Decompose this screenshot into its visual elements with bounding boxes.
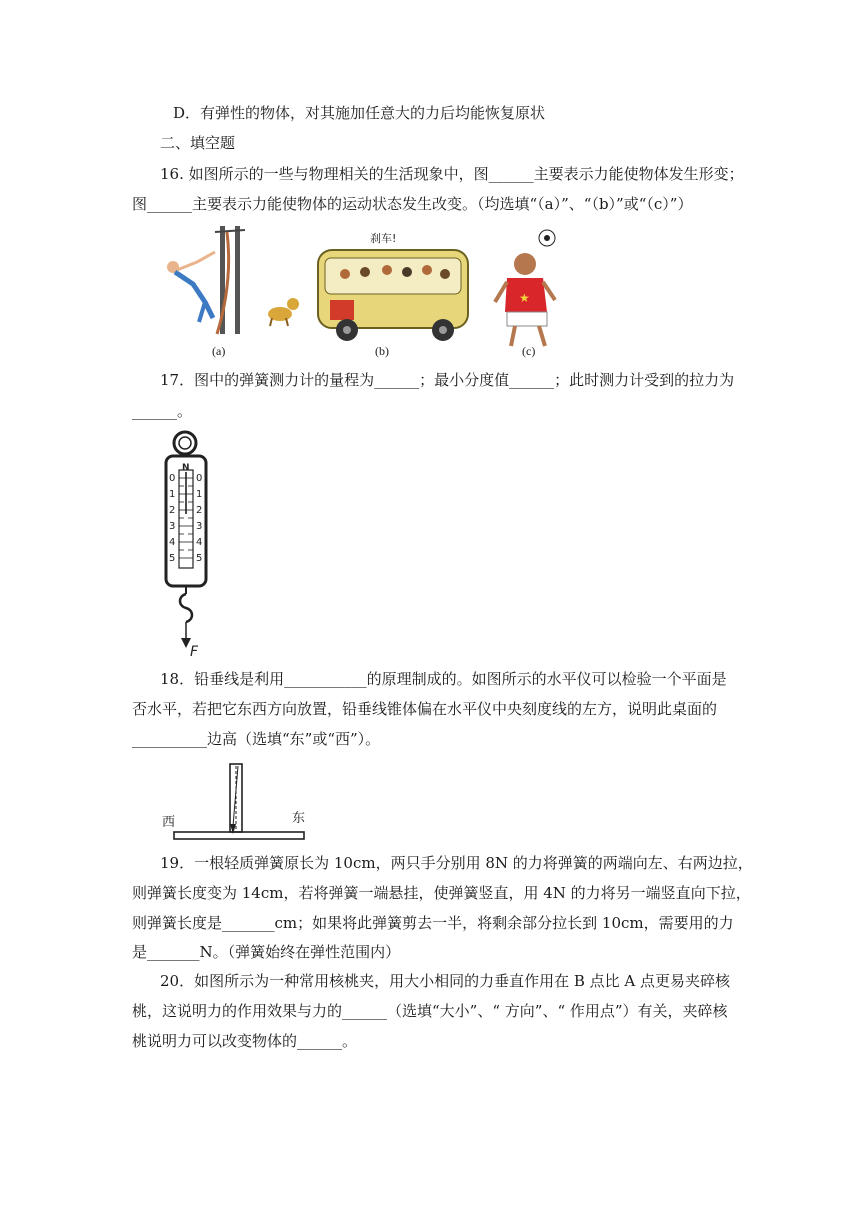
- section-title: 二、填空题: [160, 134, 236, 152]
- scale-right-5: 5: [196, 553, 203, 564]
- caption-a: (a): [212, 344, 226, 358]
- east-label: 东: [292, 811, 306, 826]
- scale-right-3: 3: [196, 521, 203, 532]
- unit-label: N: [182, 463, 190, 473]
- pole-vault-image: [167, 226, 245, 334]
- q19-line3: 则弹簧长度是_______cm；如果将此弹簧剪去一半，将剩余部分拉长到 10cm，需要用的力: [132, 914, 734, 932]
- q19-line4: 是_______N。（弹簧始终在弹性范围内）: [132, 943, 401, 961]
- scale-left-2: 2: [169, 505, 176, 516]
- dog-image: [268, 298, 299, 326]
- q18-line3: __________边高（选填“东”或“西”）。: [132, 730, 381, 748]
- footballer-image: [495, 230, 555, 346]
- scale-right-4: 4: [196, 537, 203, 548]
- q17-line2: ______。: [132, 402, 193, 420]
- scale-right-2: 2: [196, 505, 203, 516]
- hook-icon: [180, 594, 192, 622]
- scale-left-3: 3: [169, 521, 176, 532]
- q20-line1: 20．如图所示为一种常用核桃夹，用大小相同的力垂直作用在 B 点比 A 点更易夹碎核: [160, 972, 731, 990]
- scale-left-0: 0: [169, 473, 176, 484]
- caption-c: (c): [522, 344, 536, 358]
- brake-label: 刹车!: [370, 232, 397, 245]
- west-label: 西: [162, 815, 176, 830]
- q19-line1: 19．一根轻质弹簧原长为 10cm，两只手分别用 8N 的力将弹簧的两端向左、右两边拉，: [160, 854, 753, 872]
- force-label: F: [190, 644, 199, 660]
- q19-line2: 则弹簧长度变为 14cm，若将弹簧一端悬挂，使弹簧竖直，用 4N 的力将另一端竖直向下拉，: [132, 884, 751, 902]
- spring-scale-figure: [150, 428, 230, 660]
- q20-line2: 桃，这说明力的作用效果与力的______（选填“大小”、“ 方向”、“ 作用点”）有关，夹碎核: [132, 1002, 728, 1020]
- q17-line1: 17．图中的弹簧测力计的量程为______；最小分度值______；此时测力计受到的拉力为: [160, 371, 735, 389]
- bus-image: [318, 231, 468, 341]
- level-figure: [160, 760, 320, 844]
- scale-left-1: 1: [169, 489, 176, 500]
- caption-b: (b): [375, 344, 389, 358]
- svg-text:★: ★: [519, 291, 530, 305]
- q20-line3: 桃说明力可以改变物体的______。: [132, 1032, 358, 1050]
- scale-left-4: 4: [169, 537, 176, 548]
- scale-right-1: 1: [196, 489, 203, 500]
- scale-left-5: 5: [169, 553, 176, 564]
- scale-right-0: 0: [196, 473, 203, 484]
- option-d: D．有弹性的物体，对其施加任意大的力后均能恢复原状: [173, 104, 546, 122]
- q18-line2: 否水平，若把它东西方向放置，铅垂线锥体偏在水平仪中央刻度线的左方，说明此桌面的: [132, 700, 718, 718]
- q16-line1: 16. 如图所示的一些与物理相关的生活现象中，图______主要表示力能使物体发生形变；: [160, 165, 744, 183]
- q18-line1: 18．铅垂线是利用___________的原理制成的。如图所示的水平仪可以检验一个平面是: [160, 670, 727, 688]
- q16-figure: [155, 222, 575, 362]
- q16-line2: 图______主要表示力能使物体的运动状态发生改变。（均选填“（a）”、“（b）”或“（c）”）: [132, 195, 693, 213]
